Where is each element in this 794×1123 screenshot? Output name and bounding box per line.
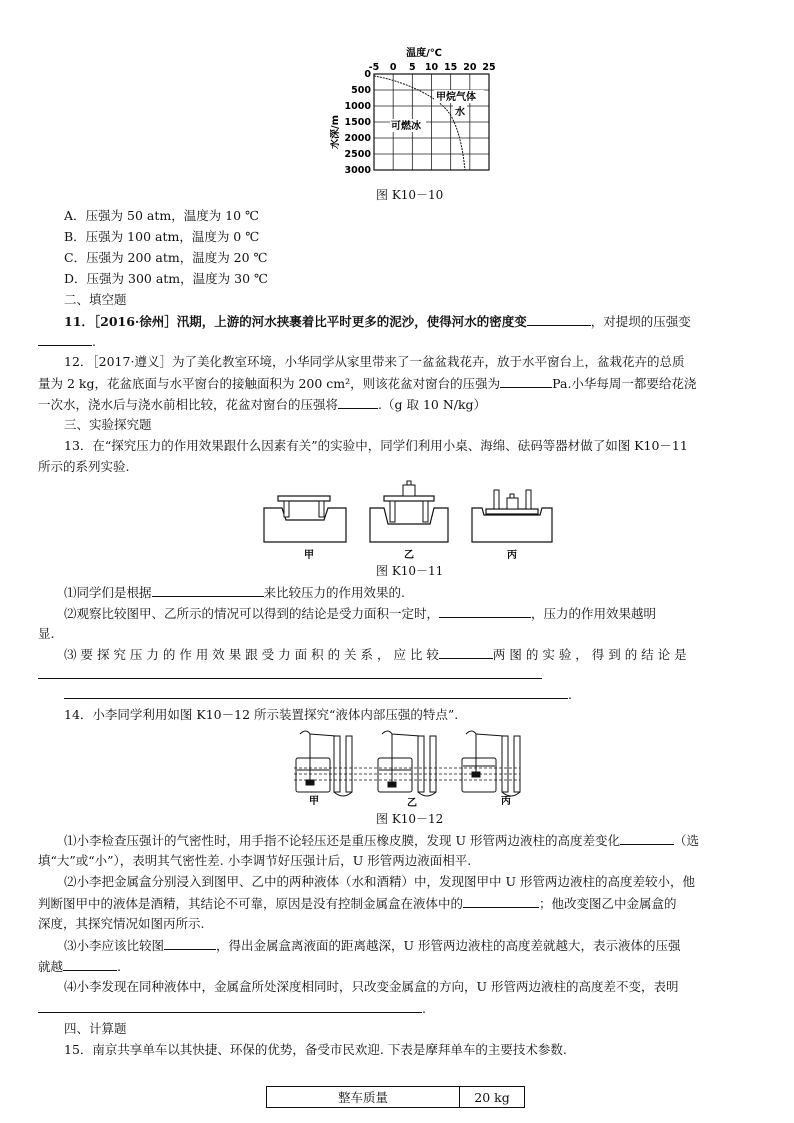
y-tick-label: 1000 xyxy=(344,101,371,112)
q12-line2: 量为 2 kg，花盆底面与水平窗台的接触面积为 200 cm²，则该花盆对窗台的压强为 Pa.小华每周一都要给花浇 xyxy=(38,376,697,391)
q10-option-b: B．压强为 100 atm，温度为 0 ℃ xyxy=(64,229,260,244)
q11-line1: 11．［2016·徐州］汛期，上游的河水挟裹着比平时更多的泥沙，使得河水的密度变 ，对提坝的压强变 xyxy=(64,314,691,329)
q10-option-a: A．压强为 50 atm，温度为 10 ℃ xyxy=(64,208,260,223)
q10-option-d: D．压强为 300 atm，温度为 30 ℃ xyxy=(64,271,268,286)
figure-caption-k10-10: 图 K10－10 xyxy=(376,188,444,202)
y-axis-label: 水深/m xyxy=(330,114,341,150)
section-heading-experiment: 三、实验探究题 xyxy=(64,417,152,432)
x-tick-label: 5 xyxy=(409,62,416,73)
q13-part2-cont: 显. xyxy=(38,626,55,641)
q12-blank-1 xyxy=(500,375,552,388)
q14-blank-2 xyxy=(463,895,539,908)
x-tick-label: -5 xyxy=(368,62,380,73)
x-tick-label: 10 xyxy=(424,62,439,73)
setup-yi xyxy=(370,481,448,542)
q11-blank-1 xyxy=(527,313,591,326)
label-combustible-ice: 可燃冰 xyxy=(391,121,421,132)
q12-blank-2 xyxy=(338,396,378,409)
q13-part3: ⑶ 要 探 究 压 力 的 作 用 效 果 跟 受 力 面 积 的 关 系 ， 应 比 较 两 图 的 实 验 ， 得 到 的 结 论 是 xyxy=(64,647,687,662)
label-bing: 丙 xyxy=(507,550,517,561)
q15-line1: 15．南京共享单车以其快捷、环保的优势，备受市民欢迎. 下表是摩拜单车的主要技术参数. xyxy=(64,1042,567,1057)
x-tick-label: 25 xyxy=(482,62,496,73)
q13-part1: ⑴同学们是根据 来比较压力的作用效果的. xyxy=(64,585,405,600)
label-jia: 甲 xyxy=(309,796,319,807)
bike-spec-table xyxy=(266,1086,525,1108)
label-yi: 乙 xyxy=(404,550,414,561)
q14-part4: ⑷小李发现在同种液体中，金属盒所处深度相同时，只改变金属盒的方向，U 形管两边液柱的高度差不变，表明 xyxy=(64,979,679,994)
y-tick-label: 2500 xyxy=(344,149,371,160)
q11-blank-2 xyxy=(38,333,92,346)
manometer-jia xyxy=(296,731,352,796)
liquid-pressure-figure xyxy=(280,724,530,808)
q13-answer-line-2: . xyxy=(64,686,572,703)
q13-blank-3 xyxy=(439,646,493,659)
x-tick-label: 0 xyxy=(389,62,397,73)
q14-blank-5 xyxy=(38,1000,422,1013)
x-tick-label: 15 xyxy=(444,62,458,73)
q14-blank-4 xyxy=(63,958,117,971)
q12-line1: 12．［2017·遵义］为了美化教室环境，小华同学从家里带来了一盆盆栽花卉，放于水平窗台上，盆栽花卉的总质 xyxy=(64,354,685,369)
q14-blank-1 xyxy=(620,832,674,845)
spec-value: 20 kg xyxy=(460,1087,525,1108)
q11-line2: . xyxy=(38,333,96,350)
q13-line1: 13．在“探究压力的作用效果跟什么因素有关”的实验中，同学们利用小桌、海绵、砝码等器材做了如图 K10－11 xyxy=(64,438,688,453)
y-tick-label: 500 xyxy=(351,85,371,96)
q13-line2: 所示的系列实验. xyxy=(38,459,130,474)
manometer-yi xyxy=(378,731,436,796)
q14-part2: ⑵小李把金属盒分别浸入到图甲、乙中的两种液体（水和酒精）中，发现图甲中 U 形管两边液柱的高度差较小，他 xyxy=(64,874,695,889)
q14-part3: ⑶小李应该比较图 ，得出金属盒离液面的距离越深，U 形管两边液柱的高度差就越大，表示液体的压强 xyxy=(64,938,681,953)
spec-label: 整车质量 xyxy=(267,1087,460,1108)
figure-caption-k10-11: 图 K10－11 xyxy=(376,564,444,578)
q14-part4-cont: . xyxy=(38,1000,426,1017)
q14-part1-cont: 填“大”或“小”），表明其气密性差. 小李调节好压强计后，U 形管两边液面相平. xyxy=(38,853,472,868)
section-heading-fill-blank: 二、填空题 xyxy=(64,292,127,307)
table-row xyxy=(267,1087,525,1108)
section-heading-calculation: 四、计算题 xyxy=(64,1021,127,1036)
pressure-experiment-figure xyxy=(258,478,558,562)
label-bing: 丙 xyxy=(501,796,511,807)
label-jia: 甲 xyxy=(304,550,314,561)
q14-part1: ⑴小李检查压强计的气密性时，用手指不论轻压还是重压橡皮膜，发现 U 形管两边液柱的高度差变化 （选 xyxy=(64,833,699,848)
q14-line1: 14．小李同学利用如图 K10－12 所示装置探究“液体内部压强的特点”. xyxy=(64,707,459,722)
y-tick-label: 2000 xyxy=(344,133,371,144)
setup-jia xyxy=(264,496,346,542)
q13-blank-2 xyxy=(439,605,531,618)
y-tick-label: 0 xyxy=(364,69,371,80)
label-methane-gas: 甲烷气体 xyxy=(436,92,476,103)
q14-blank-3 xyxy=(164,937,216,950)
q13-part2: ⑵观察比较图甲、乙所示的情况可以得到的结论是受力面积一定时， ，压力的作用效果越明 xyxy=(64,606,657,621)
setup-bing xyxy=(472,490,552,542)
label-water: 水 xyxy=(455,107,465,118)
q12-line3: 一次水，浇水后与浇水前相比较，花盆对窗台的压强将 .（g 取 10 N/kg） xyxy=(38,397,487,412)
q14-part2-cont: 判断图甲中的液体是酒精，其结论不可靠，原因是没有控制金属盒在液体中的 ；他改变图乙中金属盒的 xyxy=(38,896,677,911)
x-tick-label: 20 xyxy=(463,62,477,73)
q13-answer-line-1 xyxy=(38,678,542,679)
manometer-bing xyxy=(462,731,520,796)
y-tick-label: 1500 xyxy=(344,117,371,128)
x-axis-label: 温度/℃ xyxy=(406,48,442,59)
y-tick-label: 3000 xyxy=(344,165,371,176)
q14-part3-cont: 就越 . xyxy=(38,959,121,974)
figure-caption-k10-12: 图 K10－12 xyxy=(376,812,444,826)
q14-part2-end: 深度，其探究情况如图丙所示. xyxy=(38,916,205,931)
label-yi: 乙 xyxy=(407,798,417,808)
q10-option-c: C．压强为 200 atm，温度为 20 ℃ xyxy=(64,250,268,265)
phase-diagram xyxy=(330,44,500,180)
q13-blank-1 xyxy=(152,584,264,597)
